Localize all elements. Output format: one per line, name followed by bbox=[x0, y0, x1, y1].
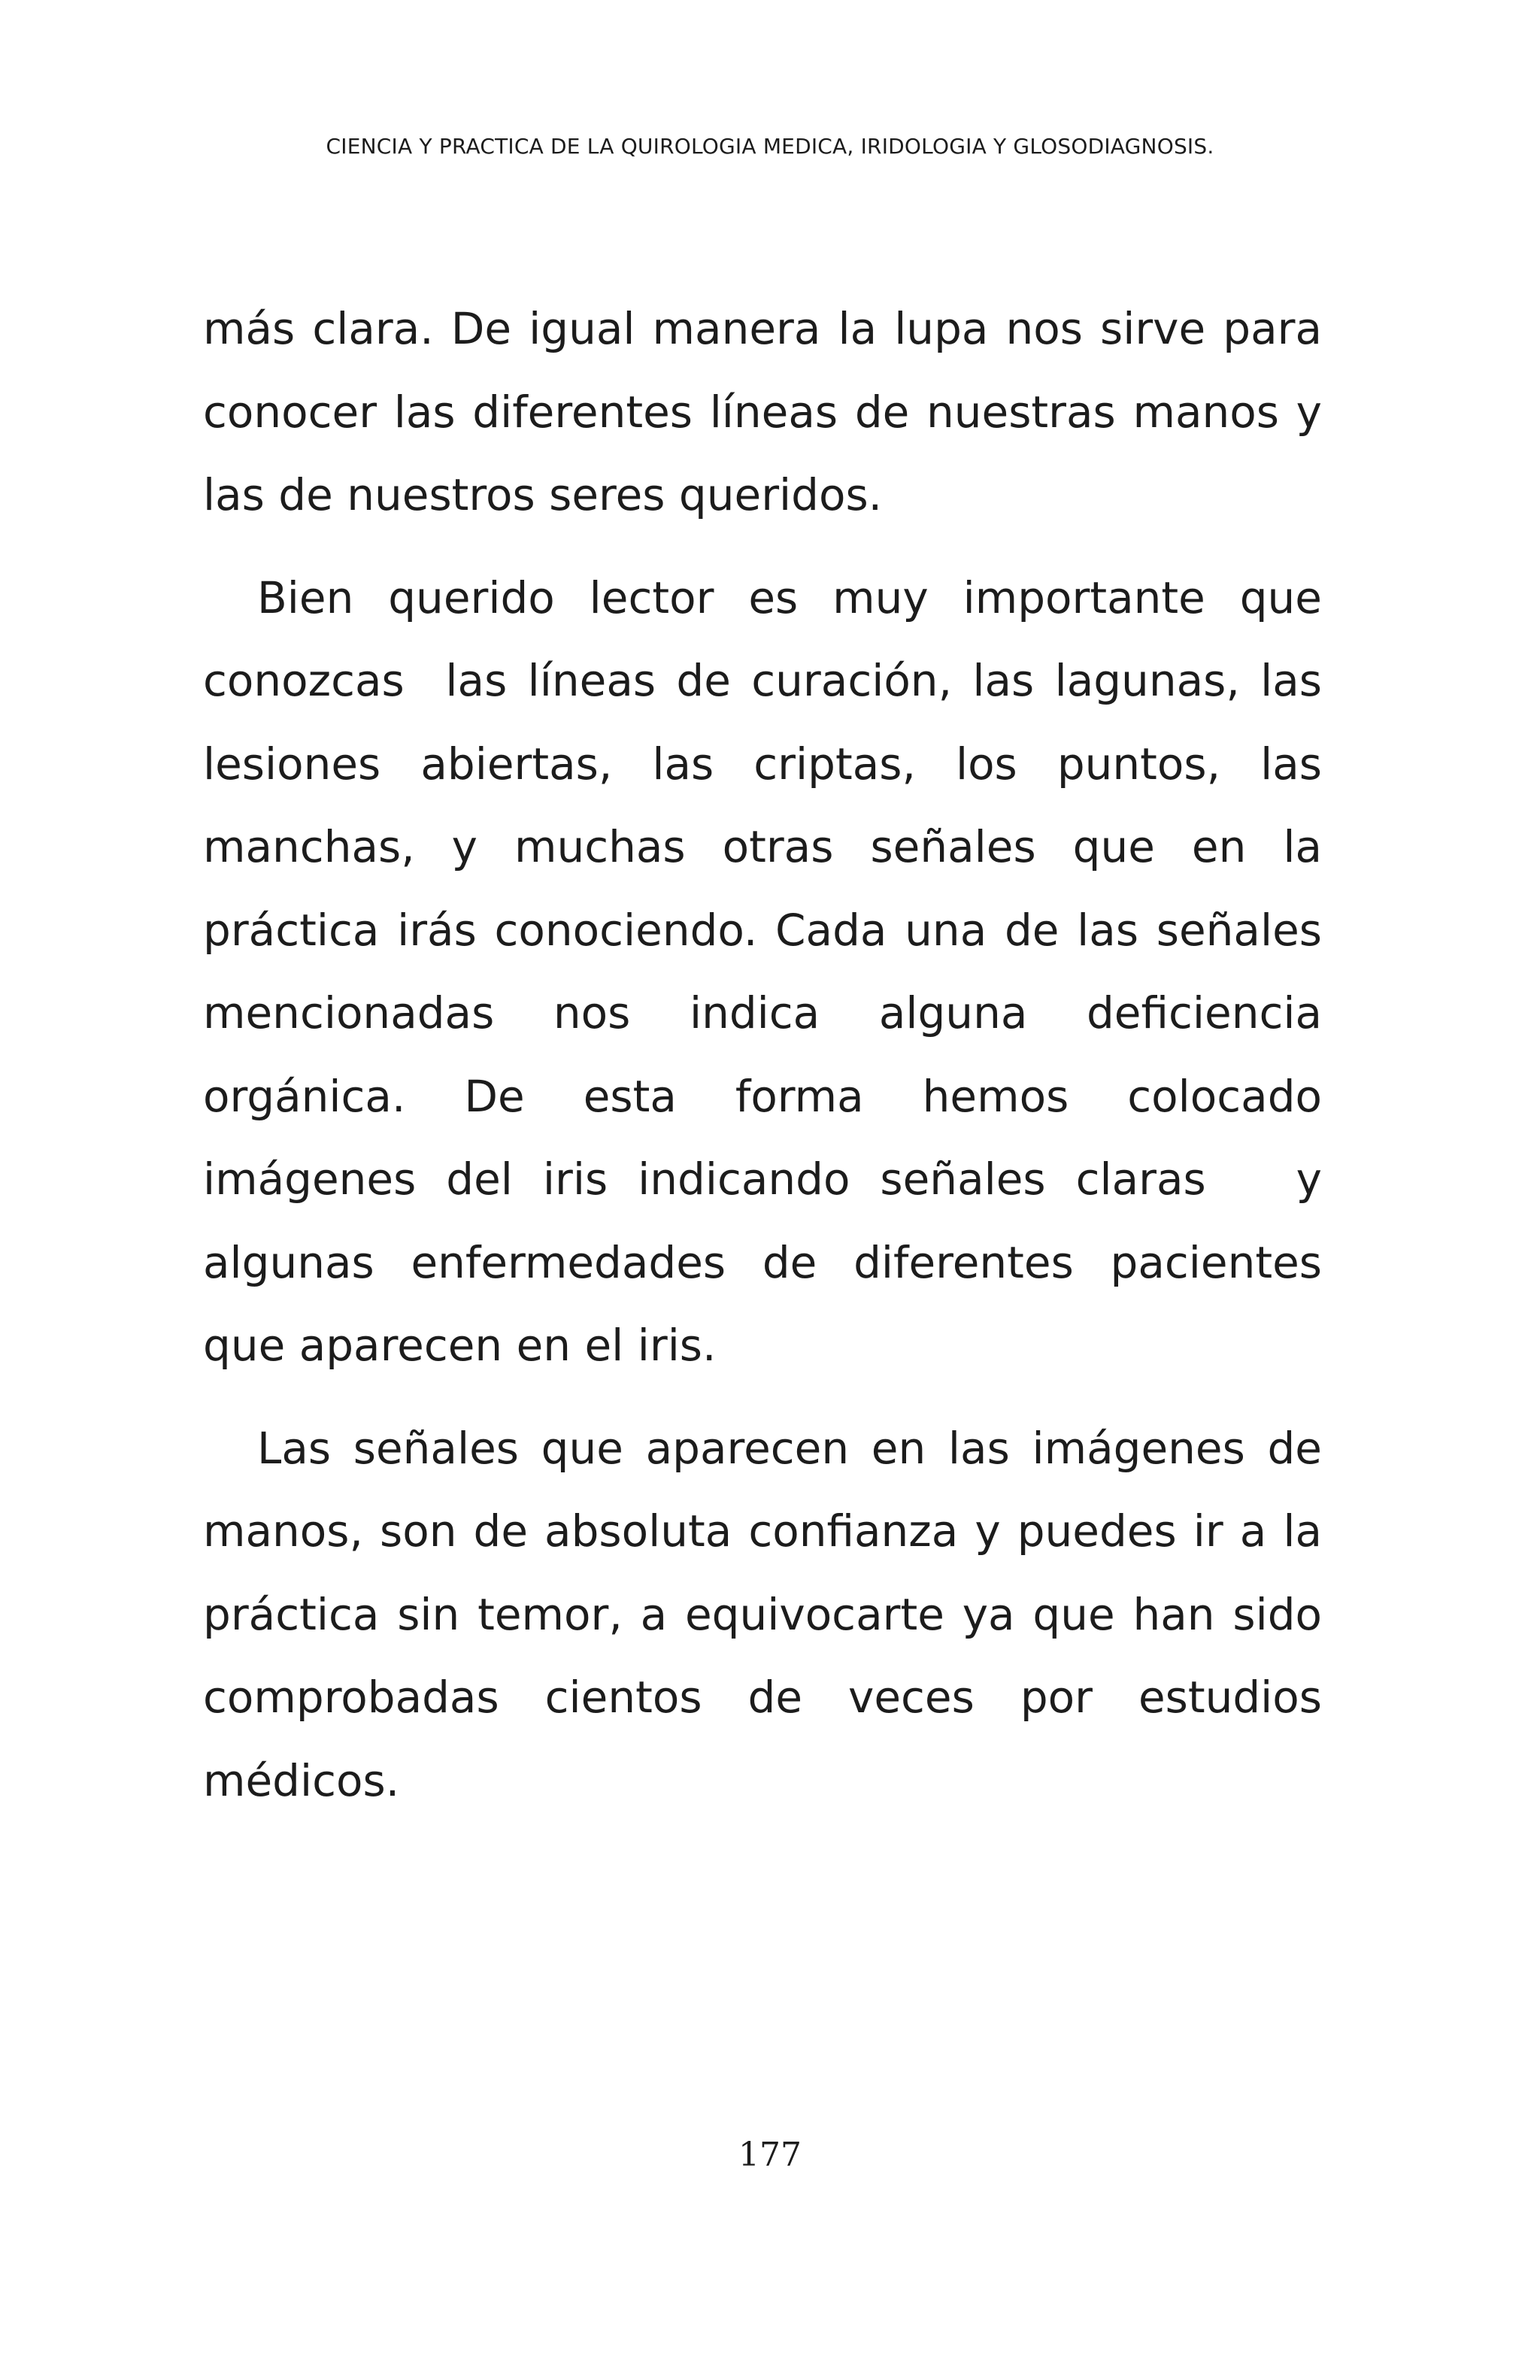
paragraph-3: Las señales que aparecen en las imágenes de manos, son de absoluta confianza y puedes ir a la práctica sin temor, a equivocarte ya que han sido comprobadas cientos de veces por estudios médicos. bbox=[203, 1422, 1336, 1806]
page-number: 177 bbox=[738, 2136, 802, 2174]
paragraph-1: más clara. De igual manera la lupa nos sirve para conocer las diferentes líneas de nuestras manos y las de nuestros seres queridos. bbox=[203, 303, 1336, 520]
paragraph-2: Bien querido lector es muy importante que conozcas las líneas de curación, las lagunas, las lesiones abiertas, las criptas, los puntos, las manchas, y muchas otras señales que en la práctica irás conociendo. Cada una de las señales mencionadas nos indica alguna deficiencia orgánica. De esta forma hemos colocado imágenes del iris indicando señales claras y algunas enfermedades de diferentes pacientes que aparecen en el iris. bbox=[203, 572, 1336, 1371]
body-text bbox=[203, 287, 1336, 1842]
running-header: CIENCIA Y PRACTICA DE LA QUIROLOGIA MEDICA, IRIDOLOGIA Y GLOSODIAGNOSIS. bbox=[326, 134, 1214, 159]
